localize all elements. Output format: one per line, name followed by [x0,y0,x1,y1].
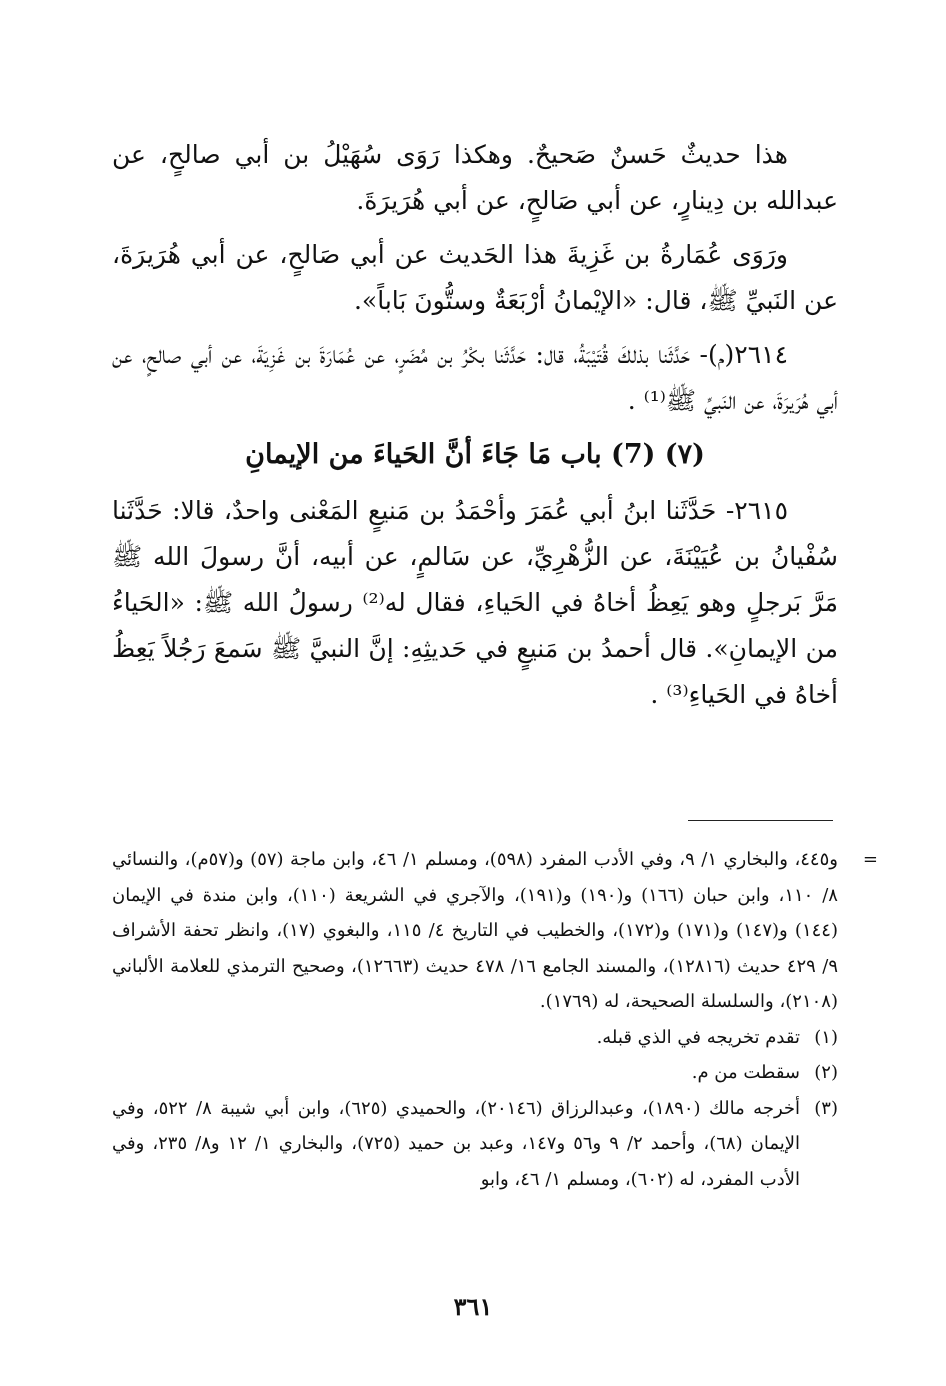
paragraph-hadith-grading: هذا حديثٌ حَسنٌ صَحيحٌ. وهكذا رَوَى سُهَيْلُ بن أبي صالحٍ، عن عبدالله بن دِينارٍ، عن أبي صَالحٍ، عن أبي هُرَيرَةَ. [112,140,838,215]
footnote-continuation [112,842,878,1020]
footnote-text: تقدم تخريجه في الذي قبله. [596,1026,800,1048]
footnote-3 [112,1091,838,1198]
footnote-continuation-text: و٤٤٥، والبخاري ١/ ٩، وفي الأدب المفرد (٥٩٨)، ومسلم ١/ ٤٦، وابن ماجة (٥٧) و(٥٧م)، والنسائي ٨/ ١١٠، وابن حبان (١٦٦) و(١٩٠) و(١٩١)، والآجري في الشريعة (١١٠)، وابن مندة في الإيمان (١٤٤) و(١٤٧) و(١٧١) و(١٧٢)، والخطيب في التاريخ ٤/ ١١٥، والبغوي (١٧)، وانظر تحفة الأشراف ٩/ ٤٢٩ حديث (١٢٨١٦)، والمسند الجامع ١٦/ ٤٧٨ حديث (١٢٦٦٣)، وصحيح الترمذي للعلامة الألباني (٢١٠٨)، والسلسلة الصحيحة، له (١٧٦٩). [112,849,839,1012]
paragraph-umara-narration: ورَوَى عُمَارةُ بن غَزِيةَ هذا الحَديث عن أبي صَالحٍ، عن أبي هُرَيرَةَ، عن النَبيِّ ﷺ، قال: «الإيْمانُ أرْبَعَةٌ وستُّونَ بَاباً». [112,240,838,315]
footnote-separator [688,820,833,821]
chapter-heading: (٧) (7) باب مَا جَاءَ أنَّ الحَياءَ من الإيمانِ [245,439,705,470]
footnote-text: أخرجه مالك (١٨٩٠)، وعبدالرزاق (٢٠١٤٦)، والحميدي (٦٢٥)، وابن أبي شيبة ٨/ ٥٢٢، وفي الإيمان (٦٨)، وأحمد ٢/ ٩ و٥٦ و١٤٧، وعبد بن حميد (٧٢٥)، والبخاري ١/ ١٢ و٨/ ٢٣٥، وفي الأدب المفرد، له (٦٠٢)، ومسلم ١/ ٤٦، وابو [112,1097,801,1190]
paragraph-hadith-2615: ٢٦١٥- حَدَّثَنا ابنُ أبي عُمَرَ وأحْمَدُ بن مَنيعٍ المَعْنى واحدٌ، قالا: حَدَّثَنا سُفْيانُ بن عُيَيْنَةَ، عن الزُّهْرِيِّ، عن سَالمٍ، عن أبيه، أنَّ رسولَ الله ﷺ مَرَّ بَرجلٍ وهو يَعِظُ أخاهُ في الحَياءِ، فقال له⁽²⁾ رسولُ الله ﷺ: «الحَياءُ من الإيمانِ». قال أحمدُ بن مَنيعٍ في حَديثِهِ: إنَّ النبيَّ ﷺ سَمعَ رَجُلاً يَعِظُ أخاهُ في الحَياءِ⁽³⁾ . [112,496,838,709]
footnote-number: (١) [814,1026,838,1048]
footnote-text: سقطت من م. [691,1062,800,1083]
footnote-1 [112,1020,838,1056]
footnote-2 [112,1055,838,1091]
main-text [112,132,838,718]
page-number: ٣٦١ [453,1292,493,1321]
footnote-number: (٢) [814,1062,838,1083]
footnotes [112,842,878,1197]
footnote-number: (٣) [814,1097,838,1119]
continuation-marker: = [862,849,878,870]
paragraph-hadith-2614: ٢٦١٤(م)- حَدَّثَنا بذلكَ قُتَيْبَةُ، قال: حَدَّثَنا بكْرُ بن مُضَرٍ، عن عُمَارَةَ بن غَزِيَةَ، عن أبي صالحٍ، عن أبي هُرَيرَةَ، عن النَبيِّ ﷺ⁽¹⁾ . [112,340,838,415]
